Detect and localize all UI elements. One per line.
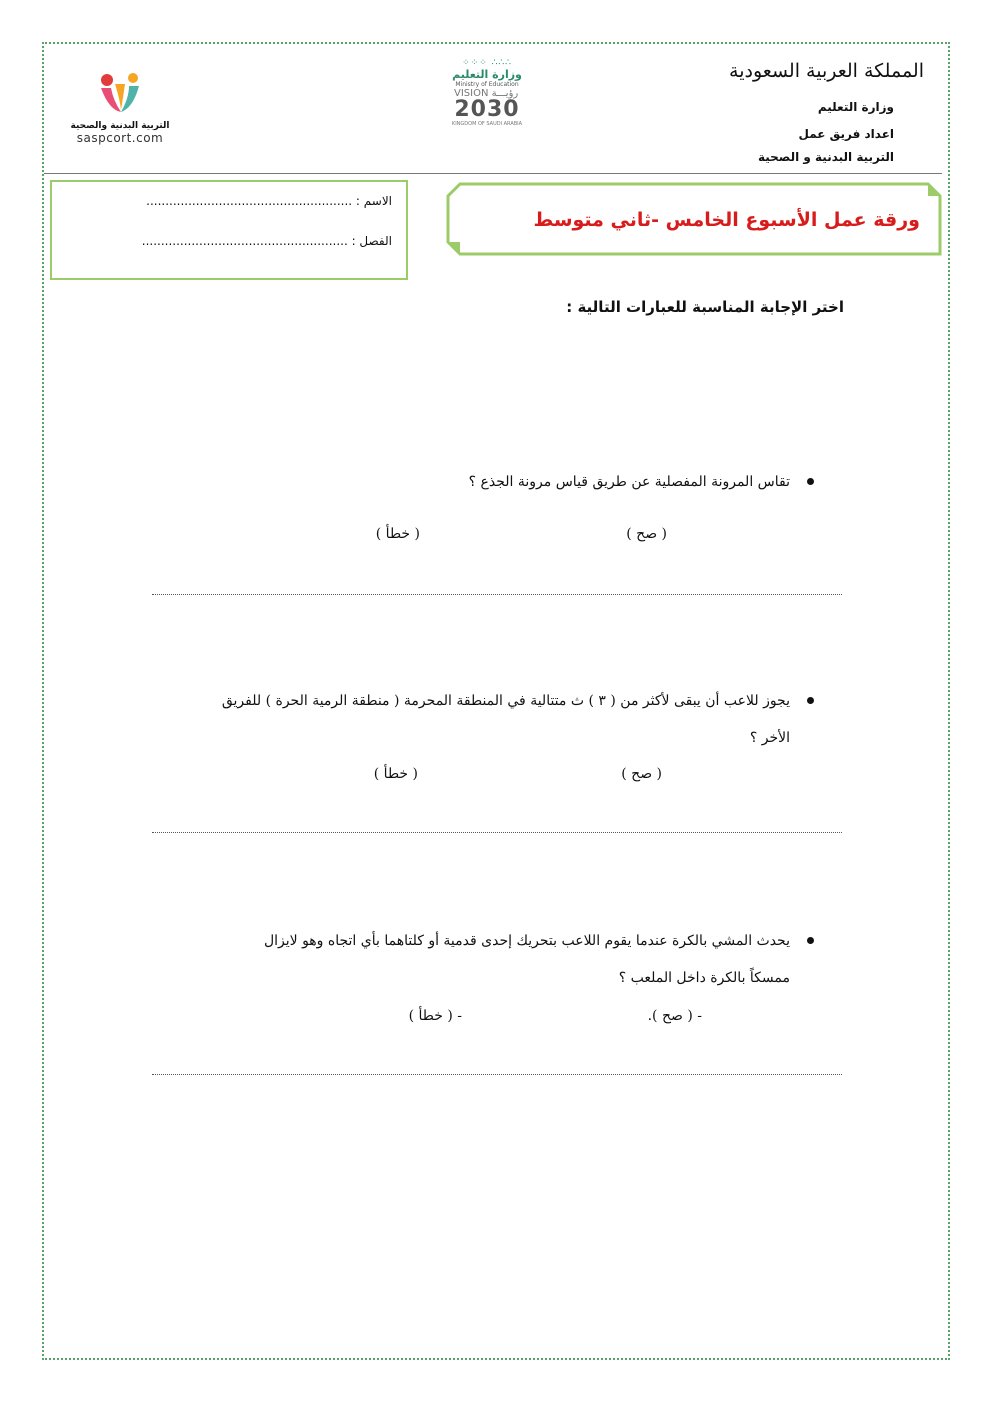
bullet-icon: [807, 697, 814, 704]
ministry-logo: [432, 58, 542, 127]
vision-country: KINGDOM OF SAUDI ARABIA: [451, 121, 523, 127]
pe-logo-site: saspcort.com: [76, 131, 164, 145]
bullet-icon: [807, 478, 814, 485]
question-1-text: تقاس المرونة المفصلية عن طريق قياس مرونة الجذع ؟: [468, 474, 790, 490]
question-3-line2: ممسكاً بالكرة داخل الملعب ؟: [618, 970, 790, 986]
question-1-false[interactable]: ( خطأ ): [375, 526, 420, 542]
question-1-true[interactable]: ( صح ): [626, 526, 667, 542]
vision-year: 2030: [454, 97, 520, 122]
name-field[interactable]: الاسم : ......................................................: [146, 194, 392, 208]
ministry-logo-en: Ministry of Education: [455, 81, 519, 88]
question-3-true[interactable]: - ( صح ).: [647, 1008, 702, 1024]
answer-line: [152, 832, 842, 833]
ministry-logo-ar: وزارة التعليم: [452, 68, 522, 81]
pe-logo: [70, 70, 170, 145]
question-3-line1: يحدث المشي بالكرة عندما يقوم اللاعب بتحريك إحدى قدمية أو كلتاهما بأي اتجاه وهو لايزال: [263, 933, 790, 949]
question-2-line1: يجوز للاعب أن يبقى لأكثر من ( ٣ ) ث متتالية في المنطقة المحرمة ( منطقة الرمية الحرة ) للفريق: [221, 693, 790, 709]
header-divider: [44, 173, 942, 174]
answer-line: [152, 1074, 842, 1075]
question-2-line2: الأخر ؟: [749, 730, 790, 746]
pe-logo-icon: [95, 70, 145, 115]
vision-label-ar: رؤيـــة: [491, 88, 519, 99]
question-2-false[interactable]: ( خطأ ): [373, 766, 418, 782]
worksheet-title: ورقة عمل الأسبوع الخامس -ثاني متوسط: [533, 209, 920, 231]
prepared-by: اعداد فريق عمل: [798, 127, 894, 141]
vision-label: VISION: [454, 88, 489, 99]
question-2-true[interactable]: ( صح ): [621, 766, 662, 782]
department: التربية البدنية و الصحية: [757, 150, 894, 164]
instruction: اختر الإجابة المناسبة للعبارات التالية :: [566, 298, 844, 316]
question-3-false[interactable]: - ( خطأ ): [408, 1008, 462, 1024]
ministry-logo-icon: ⁘⁘⁘ ∴∴∴: [462, 58, 512, 68]
answer-line: [152, 594, 842, 595]
class-field[interactable]: الفصل : ......................................................: [141, 234, 392, 248]
pe-logo-name: التربية البدنية والصحية: [70, 121, 170, 131]
bullet-icon: [807, 937, 814, 944]
ministry-heading: وزارة التعليم: [817, 100, 894, 114]
student-info-box: [50, 180, 408, 280]
kingdom-heading: المملكة العربية السعودية: [729, 60, 924, 82]
